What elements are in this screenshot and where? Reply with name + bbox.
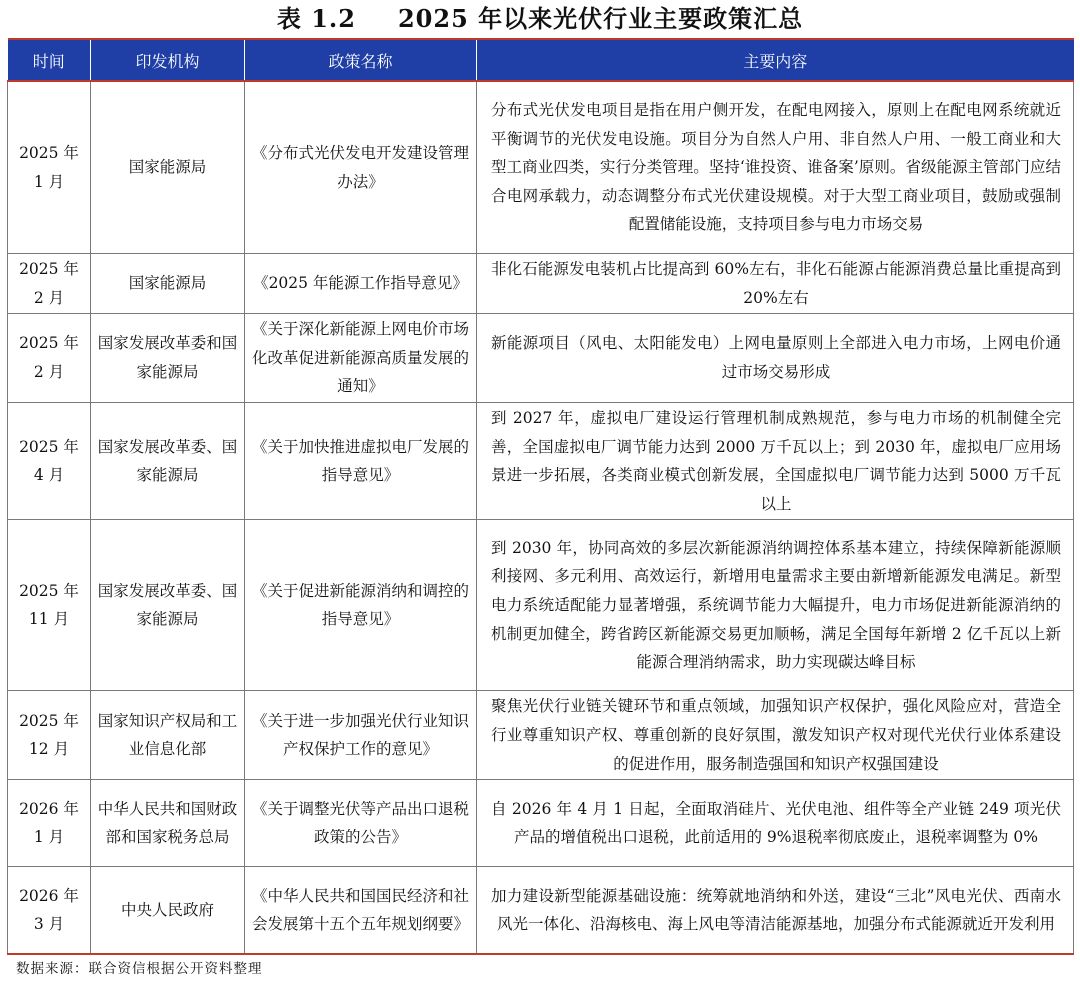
table-row — [8, 691, 1074, 780]
cell-policy: 《关于加快推进虚拟电厂发展的指导意见》 — [245, 402, 477, 519]
cell-content: 分布式光伏发电项目是指在用户侧开发，在配电网接入，原则上在配电网系统就近平衡调节的光伏发电设施。项目分为自然人户用、非自然人户用、一般工商业和大型工商业四类，实行分类管理。坚持‘谁投资、谁备案’原则。省级能源主管部门应结合电网承载力，动态调整分布式光伏建设规模。对于大型工商业项目，鼓励或强制配置储能设施，支持项目参与电力市场交易 — [477, 81, 1074, 254]
cell-content: 自 2026 年 4 月 1 日起，全面取消硅片、光伏电池、组件等全产业链 249 项光伏产品的增值税出口退税，此前适用的 9%退税率彻底废止，退税率调整为 0% — [477, 780, 1074, 867]
cell-agency: 国家知识产权局和工业信息化部 — [91, 691, 245, 780]
cell-time: 2025 年 2 月 — [8, 314, 91, 403]
cell-policy: 《关于深化新能源上网电价市场化改革促进新能源高质量发展的通知》 — [245, 314, 477, 403]
cell-policy: 《关于调整光伏等产品出口退税政策的公告》 — [245, 780, 477, 867]
cell-time: 2025 年 11 月 — [8, 520, 91, 691]
table-title-text: 2025 年以来光伏行业主要政策汇总 — [397, 4, 804, 33]
table-row — [8, 520, 1074, 691]
header-content: 主要内容 — [477, 39, 1074, 81]
cell-agency: 国家发展改革委、国家能源局 — [91, 520, 245, 691]
header-time: 时间 — [8, 39, 91, 81]
cell-content: 非化石能源发电装机占比提高到 60%左右，非化石能源占能源消费总量比重提高到 20%左右 — [477, 254, 1074, 314]
cell-content: 到 2030 年，协同高效的多层次新能源消纳调控体系基本建立，持续保障新能源顺利接网、多元利用、高效运行，新增用电量需求主要由新增新能源发电满足。新型电力系统适配能力显著增强，系统调节能力大幅提升，电力市场促进新能源消纳的机制更加健全，跨省跨区新能源交易更加顺畅，满足全国每年新增 2 亿千瓦以上新能源合理消纳需求，助力实现碳达峰目标 — [477, 520, 1074, 691]
cell-policy: 《中华人民共和国国民经济和社会发展第十五个五年规划纲要》 — [245, 867, 477, 955]
table-row — [8, 314, 1074, 403]
cell-content: 到 2027 年，虚拟电厂建设运行管理机制成熟规范，参与电力市场的机制健全完善，全国虚拟电厂调节能力达到 2000 万千瓦以上；到 2030 年，虚拟电厂应用场景进一步拓展，各类商业模式创新发展，全国虚拟电厂调节能力达到 5000 万千瓦以上 — [477, 402, 1074, 519]
header-agency: 印发机构 — [91, 39, 245, 81]
table-row — [8, 867, 1074, 955]
cell-time: 2026 年 1 月 — [8, 780, 91, 867]
table-row — [8, 780, 1074, 867]
cell-time: 2025 年 12 月 — [8, 691, 91, 780]
cell-agency: 国家能源局 — [91, 81, 245, 254]
header-policy: 政策名称 — [245, 39, 477, 81]
table-number: 表 1.2 — [276, 4, 356, 33]
header-row — [8, 39, 1074, 81]
cell-agency: 中华人民共和国财政部和国家税务总局 — [91, 780, 245, 867]
cell-policy: 《2025 年能源工作指导意见》 — [245, 254, 477, 314]
cell-agency: 国家发展改革委、国家能源局 — [91, 402, 245, 519]
cell-policy: 《关于进一步加强光伏行业知识产权保护工作的意见》 — [245, 691, 477, 780]
cell-content: 新能源项目（风电、太阳能发电）上网电量原则上全部进入电力市场，上网电价通过市场交易形成 — [477, 314, 1074, 403]
table-row — [8, 254, 1074, 314]
cell-time: 2025 年 4 月 — [8, 402, 91, 519]
cell-policy: 《分布式光伏发电开发建设管理办法》 — [245, 81, 477, 254]
cell-content: 聚焦光伏行业链关键环节和重点领域，加强知识产权保护，强化风险应对，营造全行业尊重知识产权、尊重创新的良好氛围，激发知识产权对现代光伏行业体系建设的促进作用，服务制造强国和知识产权强国建设 — [477, 691, 1074, 780]
data-source-note: 数据来源：联合资信根据公开资料整理 — [16, 961, 263, 977]
cell-content: 加力建设新型能源基础设施：统筹就地消纳和外送，建设“三北”风电光伏、西南水风光一体化、沿海核电、海上风电等清洁能源基地，加强分布式能源就近开发利用 — [477, 867, 1074, 955]
policy-table — [7, 38, 1074, 955]
cell-policy: 《关于促进新能源消纳和调控的指导意见》 — [245, 520, 477, 691]
cell-agency: 国家发展改革委和国家能源局 — [91, 314, 245, 403]
cell-time: 2026 年 3 月 — [8, 867, 91, 955]
cell-agency: 国家能源局 — [91, 254, 245, 314]
table-title — [0, 4, 1080, 34]
cell-time: 2025 年 1 月 — [8, 81, 91, 254]
cell-agency: 中央人民政府 — [91, 867, 245, 955]
cell-time: 2025 年 2 月 — [8, 254, 91, 314]
table-row — [8, 402, 1074, 519]
table-row — [8, 81, 1074, 254]
